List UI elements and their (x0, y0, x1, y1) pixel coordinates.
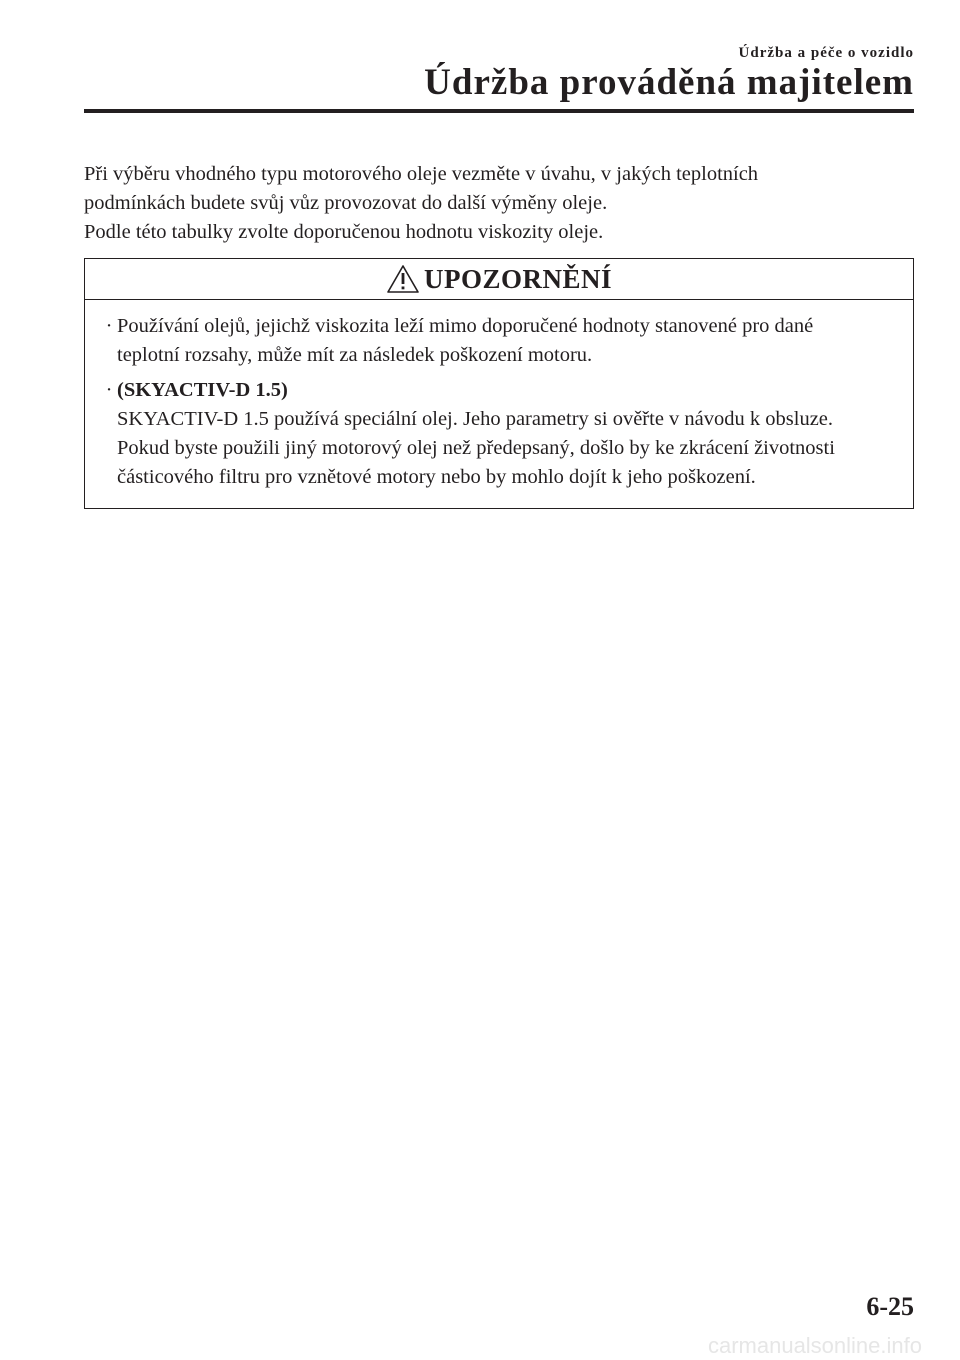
intro-paragraph (84, 160, 914, 247)
caution-item (101, 376, 899, 492)
header-divider (84, 109, 914, 113)
caution-item (101, 312, 899, 370)
caution-item-heading: (SKYACTIV-D 1.5) (117, 379, 288, 401)
caution-item-line: Pokud byste použili jiný motorový olej než předepsaný, došlo by ke zkrácení životnosti (117, 437, 835, 459)
section-header: Údržba a péče o vozidlo (738, 45, 914, 61)
caution-item-line: teplotní rozsahy, může mít za následek poškození motoru. (117, 344, 593, 366)
caution-title: UPOZORNĚNÍ (423, 264, 612, 294)
caution-header (85, 259, 913, 300)
caution-item-line: částicového filtru pro vznětové motory nebo by mohlo dojít k jeho poškození. (117, 466, 756, 488)
watermark-text: carmanualsonline.info (707, 1333, 922, 1358)
warning-triangle-icon (386, 264, 420, 294)
bullet-dot-icon: · (105, 315, 113, 337)
caution-body (85, 300, 913, 508)
caution-item-line: Používání olejů, jejichž viskozita leží mimo doporučené hodnoty stanovené pro dané (117, 315, 814, 337)
page-number: 6-25 (866, 1292, 914, 1321)
intro-line: Při výběru vhodného typu motorového oleje vezměte v úvahu, v jakých teplotních (84, 163, 759, 185)
caution-item-line: SKYACTIV-D 1.5 používá speciální olej. Jeho parametry si ověřte v návodu k obsluze. (117, 408, 834, 430)
caution-item-text (117, 376, 899, 492)
bullet-dot-icon: · (105, 379, 113, 401)
page-title: Údržba prováděná majitelem (424, 62, 914, 103)
caution-item-text (117, 312, 899, 370)
intro-line: Podle této tabulky zvolte doporučenou hodnotu viskozity oleje. (84, 221, 604, 243)
caution-box (84, 258, 914, 509)
intro-line: podmínkách budete svůj vůz provozovat do další výměny oleje. (84, 192, 608, 214)
